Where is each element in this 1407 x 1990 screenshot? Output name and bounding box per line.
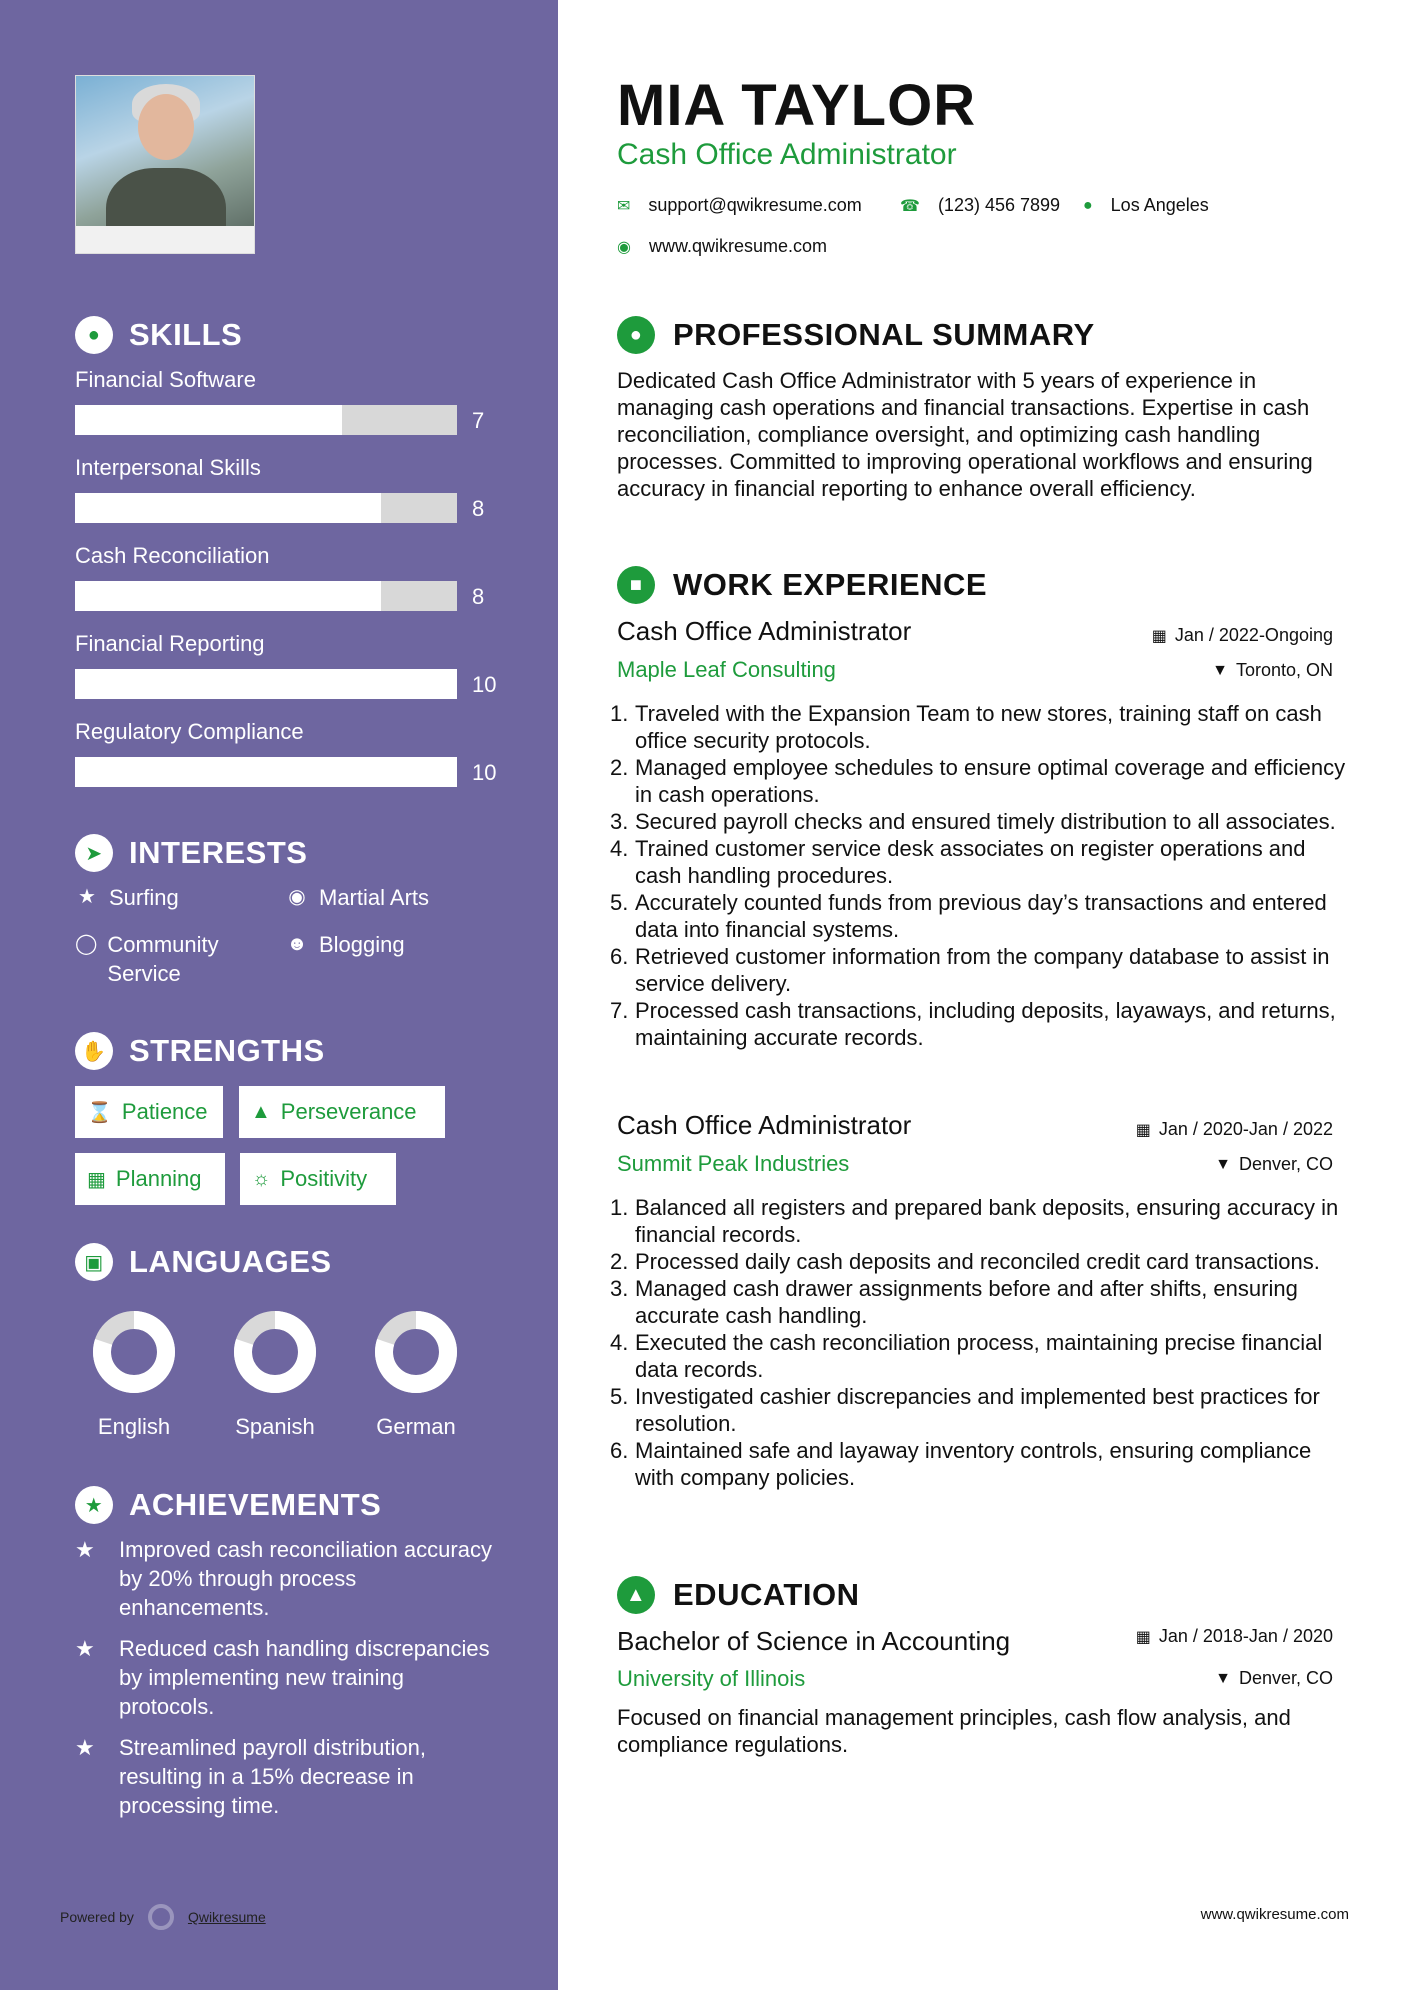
education-heading: ▲ EDUCATION	[617, 1576, 859, 1614]
interests-heading: ➤ INTERESTS	[75, 834, 307, 872]
strength-badge: ▦ Planning	[75, 1153, 225, 1205]
chair-icon: ■	[617, 566, 655, 604]
job-location: ▼ Toronto, ON	[1212, 660, 1333, 680]
calendar-icon: ▦	[1135, 1628, 1151, 1646]
list-item: 4. Executed the cash reconciliation process, maintaining precise financial data records.	[610, 1330, 1323, 1382]
pushpin-icon: ▼	[1215, 1155, 1231, 1173]
education-text: Focused on financial management principles, cash flow analysis, and compliance regulations.	[617, 1705, 1291, 1757]
list-item: 2. Processed daily cash deposits and reconciled credit card transactions.	[610, 1249, 1320, 1274]
pushpin-icon: ▼	[1212, 661, 1228, 679]
map-pin-icon: ●	[1083, 196, 1093, 214]
star-icon: ★	[78, 886, 96, 908]
language-ring	[92, 1310, 176, 1394]
interest-item: ◯ Community Service	[75, 932, 219, 986]
language-icon: ▣	[75, 1243, 113, 1281]
list-item: 3. Managed cash drawer assignments before and after shifts, ensuring accurate cash handling.	[610, 1276, 1298, 1328]
job-date: ▦ Jan / 2020-Jan / 2022	[1135, 1119, 1333, 1139]
graduation-icon: ▲	[617, 1576, 655, 1614]
powered-by: Powered by Qwikresume	[60, 1904, 266, 1930]
brand-link[interactable]: Qwikresume	[187, 1909, 266, 1925]
shooting-star-icon: ★	[75, 1636, 95, 1661]
achievements-heading: ★ ACHIEVEMENTS	[75, 1486, 381, 1524]
languages-heading: ▣ LANGUAGES	[75, 1243, 332, 1281]
job-bullets	[610, 1194, 1350, 1491]
list-item: 4. Trained customer service desk associates on register operations and cash handling procedures.	[610, 836, 1306, 888]
language-ring	[374, 1310, 458, 1394]
users-icon: ☻	[286, 933, 308, 955]
skill-value: 10	[472, 760, 497, 785]
education-school: University of Illinois	[617, 1666, 806, 1691]
list-item: 6. Maintained safe and layaway inventory controls, ensuring compliance with company policies.	[610, 1438, 1312, 1490]
calendar-icon: ▦	[1135, 1121, 1151, 1139]
list-item: 6. Retrieved customer information from the company database to assist in service delivery.	[610, 944, 1330, 996]
list-item: 3. Secured payroll checks and ensured timely distribution to all associates.	[610, 809, 1336, 834]
list-item: 5. Accurately counted funds from previous day’s transactions and entered data into financial systems.	[610, 890, 1327, 942]
award-icon: ★	[75, 1486, 113, 1524]
list-item: 5. Investigated cashier discrepancies and implemented best practices for resolution.	[610, 1384, 1320, 1436]
qwikresume-logo-icon	[148, 1904, 174, 1930]
hourglass-icon: ⌛	[87, 1101, 112, 1124]
job-title: Cash Office Administrator	[617, 1110, 912, 1140]
contact-location: ● Los Angeles	[1083, 195, 1209, 215]
language-item	[366, 1310, 466, 1440]
language-name: German	[376, 1414, 456, 1439]
road-icon: ▲	[251, 1100, 271, 1123]
list-item: 7. Processed cash transactions, including deposits, layaways, and returns, maintaining accurate records.	[610, 998, 1336, 1050]
language-name: English	[97, 1414, 171, 1439]
achievement-item: ★ Streamlined payroll distribution, resulting in a 15% decrease in processing time.	[75, 1735, 426, 1818]
paper-plane-icon: ➤	[75, 834, 113, 872]
skill-value: 8	[472, 496, 485, 521]
strengths-heading: ✋ STRENGTHS	[75, 1032, 325, 1070]
phone-icon: ☎	[900, 197, 920, 215]
globe-icon: ◉	[617, 238, 631, 256]
summary-heading: ● PROFESSIONAL SUMMARY	[617, 316, 1095, 354]
sun-icon: ☼	[252, 1167, 271, 1190]
sidebar	[0, 0, 558, 1990]
job-bullets	[610, 700, 1350, 1051]
achievement-item: ★ Improved cash reconciliation accuracy by 20% through process enhancements.	[75, 1537, 492, 1620]
job-company: Summit Peak Industries	[617, 1151, 850, 1176]
profile-photo	[75, 75, 255, 254]
skill-bar	[75, 669, 457, 699]
job-title: Cash Office Administrator	[617, 616, 912, 646]
fist-icon: ✋	[75, 1032, 113, 1070]
job-date: ▦ Jan / 2022-Ongoing	[1151, 625, 1333, 645]
skills-heading: ● SKILLS	[75, 316, 242, 354]
language-item	[225, 1310, 325, 1440]
strength-badge: ☼ Positivity	[240, 1153, 396, 1205]
skill-bar	[75, 757, 457, 787]
skill-name: Cash Reconciliation	[75, 543, 270, 568]
skill-name: Regulatory Compliance	[75, 719, 304, 744]
skill-name: Financial Software	[75, 367, 256, 392]
skill-name: Financial Reporting	[75, 631, 265, 656]
contact-website[interactable]: ◉ www.qwikresume.com	[617, 236, 828, 256]
contact-phone[interactable]: ☎ (123) 456 7899	[900, 195, 1061, 215]
pushpin-icon: ▼	[1215, 1669, 1231, 1687]
interest-item: ☻ Blogging	[286, 932, 405, 957]
job-location: ▼ Denver, CO	[1215, 1154, 1333, 1174]
calendar-icon: ▦	[1151, 627, 1167, 645]
interest-item: ◉ Martial Arts	[285, 883, 429, 912]
shooting-star-icon: ★	[75, 1735, 95, 1760]
shield-icon: ◯	[75, 933, 98, 955]
job-company: Maple Leaf Consulting	[617, 657, 836, 682]
education-degree: Bachelor of Science in Accounting	[617, 1626, 1011, 1656]
education-location: ▼ Denver, CO	[1215, 1668, 1333, 1688]
list-item: 1. Balanced all registers and prepared bank deposits, ensuring accuracy in financial records.	[610, 1195, 1339, 1247]
lightbulb-icon: ●	[75, 316, 113, 354]
education-date: ▦ Jan / 2018-Jan / 2020	[1135, 1626, 1333, 1646]
skill-bar	[75, 493, 457, 523]
candidate-name: MIA TAYLOR	[617, 73, 977, 138]
list-item: 2. Managed employee schedules to ensure optimal coverage and efficiency in cash operations.	[610, 755, 1346, 807]
achievement-item: ★ Reduced cash handling discrepancies by implementing new training protocols.	[75, 1636, 490, 1719]
language-ring	[233, 1310, 317, 1394]
interest-item: ★ Surfing	[75, 883, 179, 912]
summary-text: Dedicated Cash Office Administrator with 5 years of experience in managing cash operations and financial transactions. Expertise in cash reconciliation, compliance oversight, and optimizing cash handling processes. Committed to improving operational workflows and ensuring accuracy in financial reporting to enhance overall efficiency.	[617, 368, 1313, 501]
language-name: Spanish	[235, 1414, 315, 1439]
skill-bar	[75, 405, 457, 435]
shooting-star-icon: ★	[75, 1537, 95, 1562]
footer-url[interactable]: www.qwikresume.com	[1200, 1906, 1349, 1923]
skill-value: 7	[472, 408, 485, 433]
skill-value: 8	[472, 584, 485, 609]
envelope-icon: ✉	[617, 197, 631, 215]
globe-icon: ◉	[288, 886, 306, 908]
strength-badge: ▲ Perseverance	[239, 1086, 445, 1138]
user-icon: ●	[617, 316, 655, 354]
skill-name: Interpersonal Skills	[75, 455, 261, 480]
experience-heading: ■ WORK EXPERIENCE	[617, 566, 987, 604]
candidate-role: Cash Office Administrator	[617, 138, 957, 171]
language-item	[84, 1310, 184, 1440]
calendar-icon: ▦	[87, 1168, 106, 1191]
contact-email[interactable]: ✉ support@qwikresume.com	[617, 195, 862, 215]
strength-badge: ⌛ Patience	[75, 1086, 223, 1138]
skill-bar	[75, 581, 457, 611]
skill-value: 10	[472, 672, 497, 697]
list-item: 1. Traveled with the Expansion Team to new stores, training staff on cash office security protocols.	[610, 701, 1322, 753]
